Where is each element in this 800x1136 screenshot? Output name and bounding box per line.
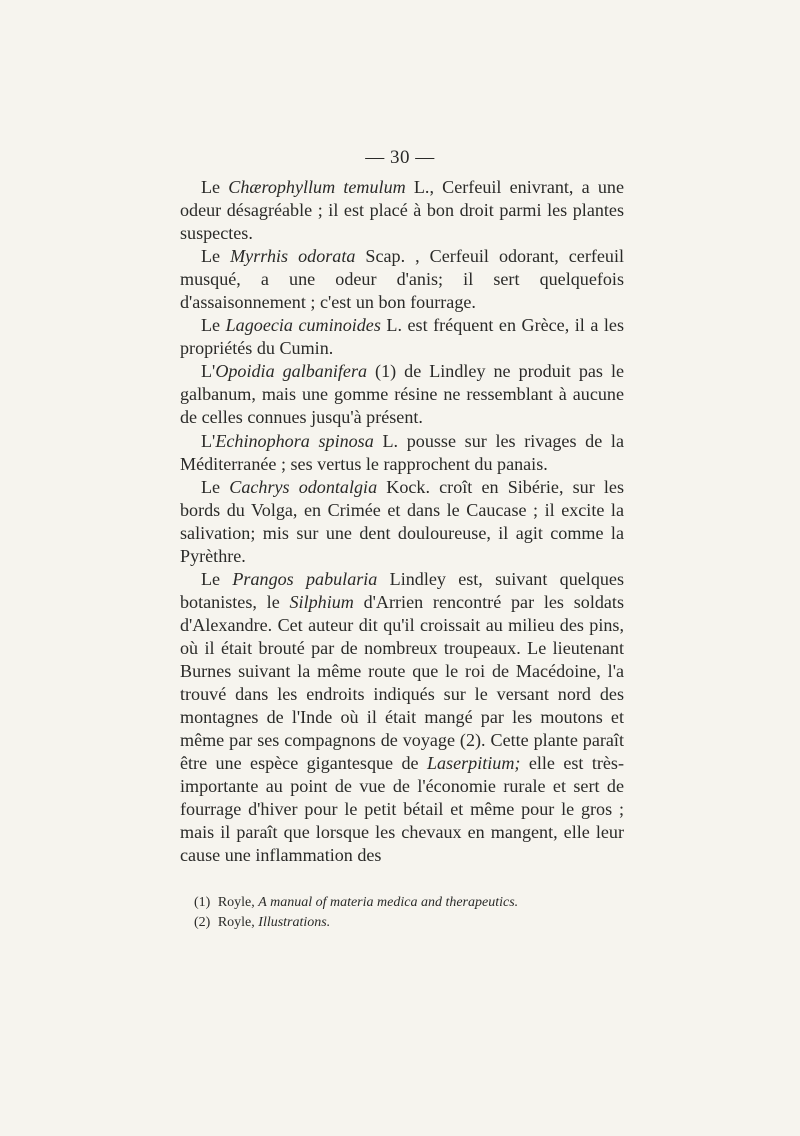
scientific-name: Echinophora spinosa [215, 430, 374, 451]
footnote-work: Illustrations. [258, 915, 331, 930]
scientific-name: Laserpitium; [426, 753, 521, 774]
scientific-name: Myrrhis odorata [230, 246, 356, 267]
paragraph [180, 360, 624, 429]
text-run: L. pousse sur les rivages de la Méditerranée ; ses vertus le rapprochent du panais. [180, 430, 624, 474]
footnote-work: A manual of materia medica and therapeutics. [258, 895, 519, 910]
paragraph [180, 314, 624, 360]
page-number: — 30 — [365, 147, 435, 168]
text-run: Lindley est, suivant quelques botanistes, le [180, 568, 624, 612]
text-run: L' [201, 361, 216, 382]
text-run: L' [201, 430, 216, 451]
scientific-name: Lagoecia cuminoides [225, 315, 381, 336]
paragraph [180, 568, 624, 868]
scientific-name: Opoidia galbanifera [215, 361, 368, 382]
text-run: Le [201, 476, 230, 497]
scientific-name: Silphium [289, 591, 354, 612]
scientific-name: Cachrys odontalgia [229, 476, 378, 497]
footnotes [194, 893, 624, 933]
text-run: Le [201, 315, 226, 336]
footnote-author: Royle, [217, 915, 255, 930]
footnote-mark: (1) [194, 895, 211, 910]
footnote [194, 913, 624, 933]
paragraph [180, 245, 624, 314]
text-run: Scap. , Cerfeuil odorant, cerfeuil musqué, a une odeur d'anis; il sert quelquefois d'assaisonnement ; c'est un bon fourrage. [180, 246, 625, 313]
text-run: Le [201, 246, 231, 267]
body-text [180, 176, 624, 867]
text-run: elle est très-importante au point de vue de l'économie rurale et sert de fourrage d'hiver pour le petit bétail et même pour le gros ; mais il paraît que lorsque les chevaux en mangent, elle leur cause une inflammation des [180, 753, 624, 866]
scientific-name: Prangos pabularia [232, 568, 378, 589]
footnote [194, 893, 624, 913]
text-run: L., Cerfeuil enivrant, a une odeur désagréable ; il est placé à bon droit parmi les plantes suspectes. [180, 177, 624, 244]
text-run: (1) de Lindley ne produit pas le galbanum, mais une gomme résine ne ressemblant à aucune de celles connues jusqu'à présent. [180, 361, 624, 428]
text-run: Kock. croît en Sibérie, sur les bords du Volga, en Crimée et dans le Caucase ; il excite la salivation; mis sur une dent douloureuse, il agit comme la Pyrèthre. [180, 476, 624, 566]
footnote-mark: (2) [194, 915, 211, 930]
paragraph [180, 476, 624, 568]
text-run: Le [201, 177, 229, 197]
text-run: Le [201, 568, 233, 589]
paragraph [180, 430, 624, 476]
text-run: d'Arrien rencontré par les soldats d'Alexandre. Cet auteur dit qu'il croissait au milieu des pins, où il était brouté par de nombreux troupeaux. Le lieutenant Burnes suivant la même route que le roi de Macédoine, l'a trouvé dans les endroits indiqués sur le versant nord des montagnes de l'Inde où il était mangé par les moutons et même par ses compagnons de voyage (2). Cette plante paraît être une espèce gigantesque de [180, 591, 625, 774]
paragraph [180, 176, 624, 245]
footnote-author: Royle, [217, 895, 255, 910]
scientific-name: Chærophyllum temulum [228, 177, 406, 197]
text-run: L. est fréquent en Grèce, il a les propriétés du Cumin. [180, 315, 624, 359]
